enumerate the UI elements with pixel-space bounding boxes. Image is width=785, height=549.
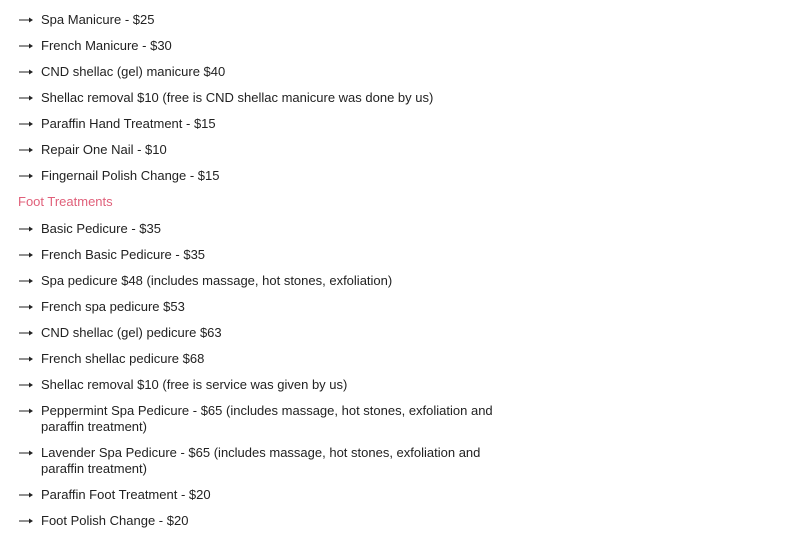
- list-item: [0, 116, 501, 132]
- long-arrow-right-icon: [19, 247, 34, 263]
- long-arrow-right-icon: [19, 221, 34, 237]
- item-label: CND shellac (gel) manicure $40: [41, 64, 226, 79]
- item-label: Shellac removal $10 (free is service was given by us): [41, 377, 348, 392]
- long-arrow-right-icon: [19, 513, 34, 529]
- list-item: [0, 90, 501, 106]
- long-arrow-right-icon: [19, 325, 34, 341]
- list-item: [0, 325, 501, 341]
- list-item: [0, 445, 501, 477]
- long-arrow-right-icon: [19, 38, 34, 54]
- long-arrow-right-icon: [19, 377, 34, 393]
- list-item: [0, 513, 501, 529]
- item-label: Paraffin Hand Treatment - $15: [41, 116, 216, 131]
- item-label: French Manicure - $30: [41, 38, 172, 53]
- long-arrow-right-icon: [19, 487, 34, 503]
- long-arrow-right-icon: [19, 445, 34, 461]
- item-label: Repair One Nail - $10: [41, 142, 167, 157]
- item-label: Spa pedicure $48 (includes massage, hot stones, exfoliation): [41, 273, 393, 288]
- item-label: Basic Pedicure - $35: [41, 221, 161, 236]
- list-item: [0, 221, 501, 237]
- long-arrow-right-icon: [19, 90, 34, 106]
- long-arrow-right-icon: [19, 12, 34, 28]
- list-item: [0, 247, 501, 263]
- hand-treatments-list: [0, 0, 520, 184]
- item-label: French shellac pedicure $68: [41, 351, 205, 366]
- list-item: [0, 64, 501, 80]
- item-label: Fingernail Polish Change - $15: [41, 168, 220, 183]
- list-item: [0, 38, 501, 54]
- long-arrow-right-icon: [19, 273, 34, 289]
- item-label: Lavender Spa Pedicure - $65 (includes massage, hot stones, exfoliation and paraffin treatment): [41, 445, 481, 476]
- item-label: Peppermint Spa Pedicure - $65 (includes massage, hot stones, exfoliation and paraffin treatment): [41, 403, 493, 434]
- long-arrow-right-icon: [19, 351, 34, 367]
- list-item: [0, 142, 501, 158]
- item-label: Spa Manicure - $25: [41, 12, 155, 27]
- list-item: [0, 273, 501, 289]
- list-item: [0, 403, 501, 435]
- list-item: [0, 299, 501, 315]
- item-label: CND shellac (gel) pedicure $63: [41, 325, 222, 340]
- item-label: Shellac removal $10 (free is CND shellac manicure was done by us): [41, 90, 434, 105]
- item-label: French spa pedicure $53: [41, 299, 185, 314]
- list-item: [0, 168, 501, 184]
- item-label: French Basic Pedicure - $35: [41, 247, 206, 262]
- long-arrow-right-icon: [19, 168, 34, 184]
- list-item: [0, 12, 501, 28]
- list-item: [0, 377, 501, 393]
- item-label: Paraffin Foot Treatment - $20: [41, 487, 211, 502]
- foot-treatments-list: [0, 221, 520, 529]
- long-arrow-right-icon: [19, 116, 34, 132]
- long-arrow-right-icon: [19, 299, 34, 315]
- long-arrow-right-icon: [19, 64, 34, 80]
- foot-treatments-heading: Foot Treatments: [18, 194, 113, 209]
- list-item: [0, 351, 501, 367]
- long-arrow-right-icon: [19, 142, 34, 158]
- item-label: Foot Polish Change - $20: [41, 513, 189, 528]
- list-item: [0, 487, 501, 503]
- long-arrow-right-icon: [19, 403, 34, 419]
